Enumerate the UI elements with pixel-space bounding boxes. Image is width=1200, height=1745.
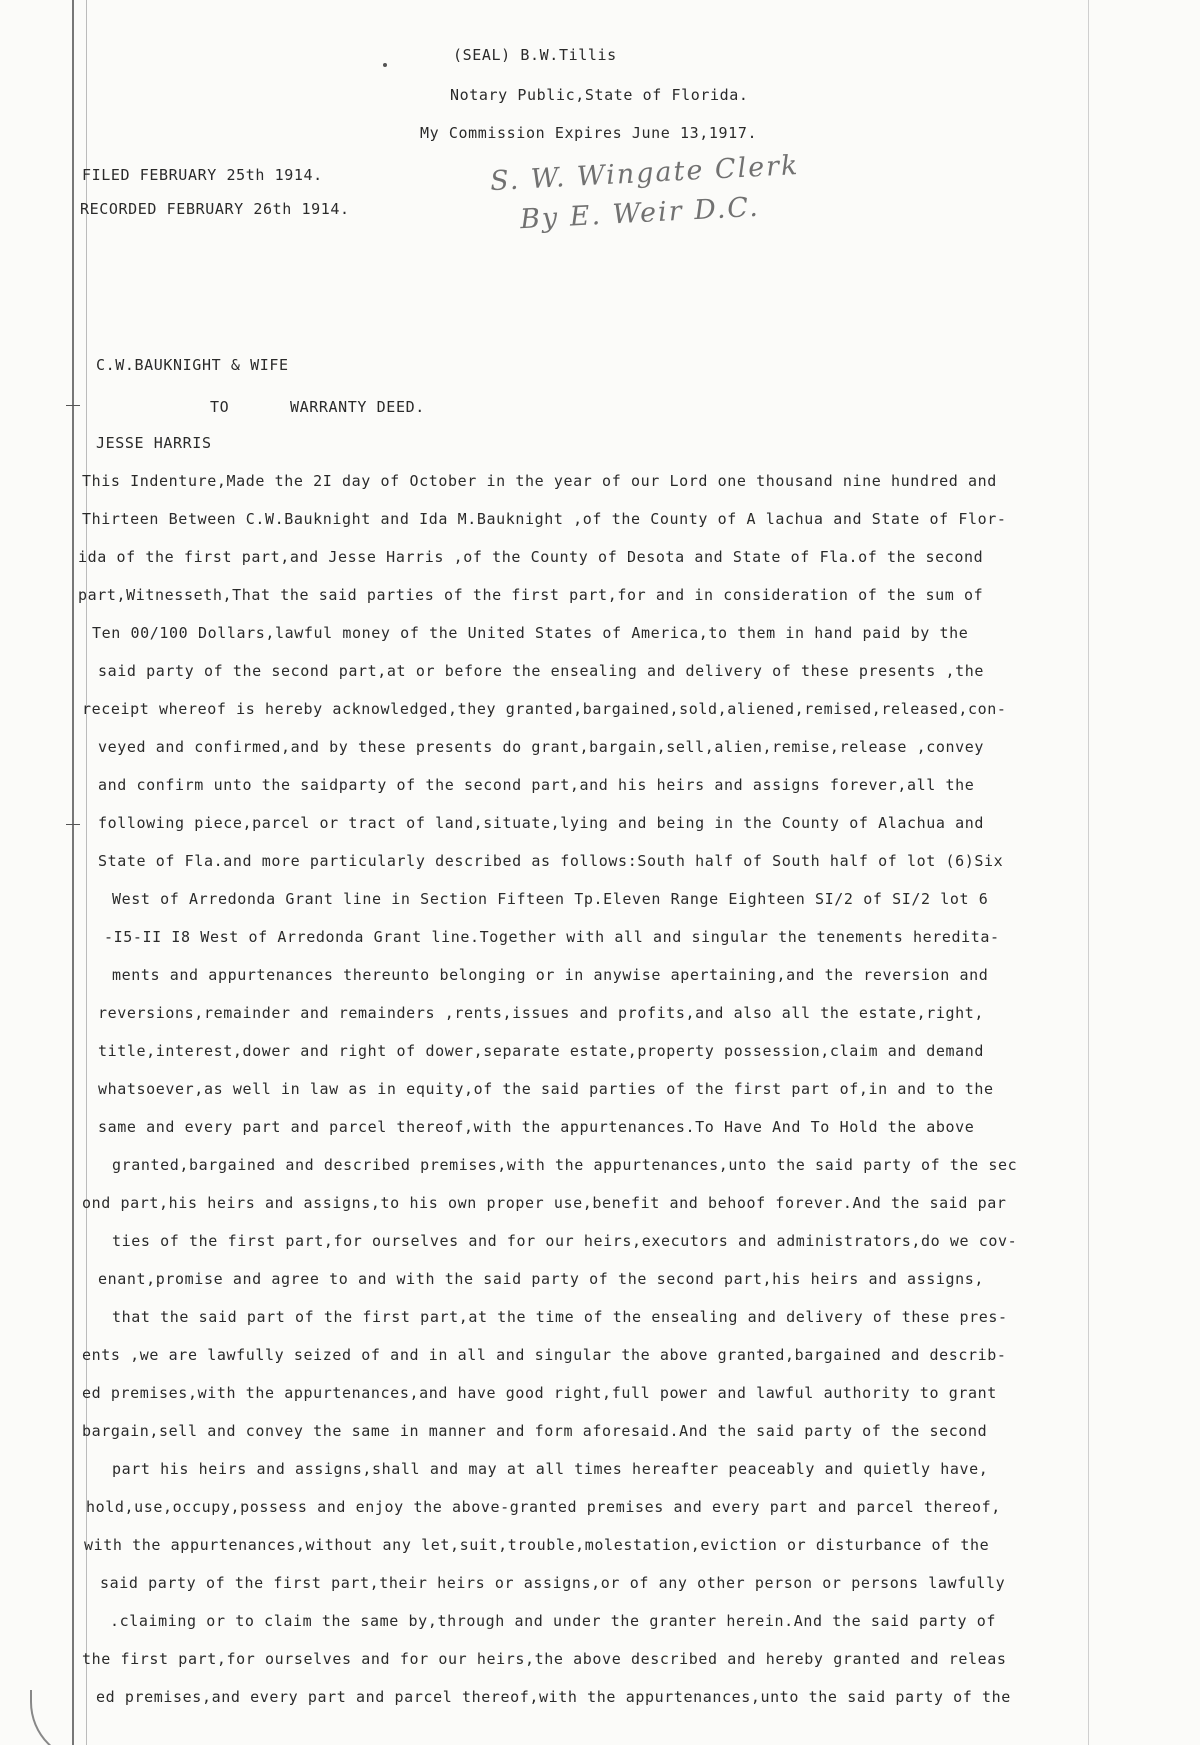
deed-line: and confirm unto the saidparty of the second part,and his heirs and assigns forever,all the bbox=[98, 776, 975, 794]
left-margin-rule bbox=[72, 0, 74, 1745]
deed-line: .claiming or to claim the same by,through and under the granter herein.And the said party of bbox=[110, 1612, 997, 1630]
recorded-date: RECORDED FEBRUARY 26th 1914. bbox=[80, 200, 350, 218]
clerk-signature: S. W. Wingate Clerk bbox=[489, 149, 801, 198]
deed-line: ents ,we are lawfully seized of and in all and singular the above granted,bargained and describ- bbox=[82, 1346, 1007, 1364]
grantor-heading: C.W.BAUKNIGHT & WIFE bbox=[96, 356, 289, 374]
commission-line: My Commission Expires June 13,1917. bbox=[420, 124, 758, 142]
deed-line: part,Witnesseth,That the said parties of the first part,for and in consideration of the sum of bbox=[78, 586, 984, 604]
page-corner-curl bbox=[30, 1690, 102, 1745]
left-margin-rule-inner bbox=[86, 0, 87, 1745]
deed-line: -I5-II I8 West of Arredonda Grant line.Together with all and singular the tenements heredita- bbox=[104, 928, 1000, 946]
deed-line: veyed and confirmed,and by these presents do grant,bargain,sell,alien,remise,release ,convey bbox=[98, 738, 985, 756]
deed-line: following piece,parcel or tract of land,situate,lying and being in the County of Alachua and bbox=[98, 814, 985, 832]
deed-line: This Indenture,Made the 2I day of October in the year of our Lord one thousand nine hundred and bbox=[82, 472, 997, 490]
filed-date: FILED FEBRUARY 25th 1914. bbox=[82, 166, 323, 184]
deed-line: whatsoever,as well in law as in equity,of the said parties of the first part of,in and to the bbox=[98, 1080, 994, 1098]
right-page-edge bbox=[1088, 0, 1089, 1745]
deed-line: reversions,remainder and remainders ,rents,issues and profits,and also all the estate,right, bbox=[98, 1004, 985, 1022]
deed-line: that the said part of the first part,at the time of the ensealing and delivery of these pres- bbox=[112, 1308, 1008, 1326]
stray-dot bbox=[383, 63, 387, 67]
seal-line: (SEAL) B.W.Tillis bbox=[453, 46, 617, 64]
deed-line: receipt whereof is hereby acknowledged,they granted,bargained,sold,aliened,remised,released,con- bbox=[82, 700, 1007, 718]
deed-line: State of Fla.and more particularly described as follows:South half of South half of lot (6)Six bbox=[98, 852, 1004, 870]
deed-line: Ten 00/100 Dollars,lawful money of the United States of America,to them in hand paid by the bbox=[92, 624, 969, 642]
deed-line: with the appurtenances,without any let,suit,trouble,molestation,eviction or disturbance of the bbox=[84, 1536, 990, 1554]
deed-line: granted,bargained and described premises,with the appurtenances,unto the said party of the sec bbox=[112, 1156, 1018, 1174]
deed-line: ed premises,and every part and parcel thereof,with the appurtenances,unto the said party of the bbox=[96, 1688, 1011, 1706]
deed-line: said party of the second part,at or before the ensealing and delivery of these presents ,the bbox=[98, 662, 985, 680]
grantee-heading: JESSE HARRIS bbox=[96, 434, 212, 452]
deed-line: West of Arredonda Grant line in Section Fifteen Tp.Eleven Range Eighteen SI/2 of SI/2 lot 6 bbox=[112, 890, 989, 908]
deed-line: ments and appurtenances thereunto belonging or in anywise apertaining,and the reversion and bbox=[112, 966, 989, 984]
deputy-clerk-signature: By E. Weir D.C. bbox=[519, 191, 761, 236]
deed-line: enant,promise and agree to and with the said party of the second part,his heirs and assigns, bbox=[98, 1270, 985, 1288]
margin-tick bbox=[66, 824, 80, 825]
deed-line: hold,use,occupy,possess and enjoy the above-granted premises and every part and parcel thereof, bbox=[86, 1498, 1001, 1516]
deed-line: ond part,his heirs and assigns,to his own proper use,benefit and behoof forever.And the said par bbox=[82, 1194, 1007, 1212]
deed-line: said party of the first part,their heirs or assigns,or of any other person or persons lawfully bbox=[100, 1574, 1006, 1592]
instrument-title: WARRANTY DEED. bbox=[290, 398, 425, 416]
to-word: TO bbox=[210, 398, 230, 416]
deed-line: same and every part and parcel thereof,with the appurtenances.To Have And To Hold the above bbox=[98, 1118, 975, 1136]
deed-line: ed premises,with the appurtenances,and have good right,full power and lawful authority to grant bbox=[82, 1384, 997, 1402]
deed-line: the first part,for ourselves and for our heirs,the above described and hereby granted and releas bbox=[82, 1650, 1007, 1668]
notary-line: Notary Public,State of Florida. bbox=[450, 86, 749, 104]
deed-line: ida of the first part,and Jesse Harris ,of the County of Desota and State of Fla.of the second bbox=[78, 548, 984, 566]
deed-line: Thirteen Between C.W.Bauknight and Ida M.Bauknight ,of the County of A lachua and State of Flor- bbox=[82, 510, 1007, 528]
deed-line: ties of the first part,for ourselves and for our heirs,executors and administrators,do we cov- bbox=[112, 1232, 1018, 1250]
margin-tick bbox=[66, 405, 80, 406]
deed-line: title,interest,dower and right of dower,separate estate,property possession,claim and demand bbox=[98, 1042, 985, 1060]
deed-line: bargain,sell and convey the same in manner and form aforesaid.And the said party of the second bbox=[82, 1422, 988, 1440]
deed-line: part his heirs and assigns,shall and may at all times hereafter peaceably and quietly have, bbox=[112, 1460, 989, 1478]
